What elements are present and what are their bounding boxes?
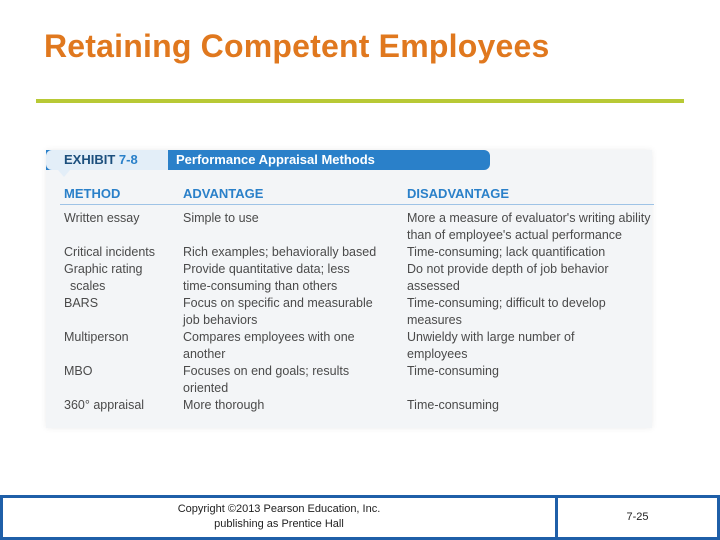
table-cell-disadvantage: employees xyxy=(407,347,468,361)
table-cell-disadvantage: Time-consuming xyxy=(407,398,499,412)
exhibit-number: 7-8 xyxy=(118,152,138,167)
table-cell-disadvantage: Time-consuming; difficult to develop xyxy=(407,296,606,310)
table-cell-disadvantage: Do not provide depth of job behavior xyxy=(407,262,609,276)
column-header-advantage: ADVANTAGE xyxy=(183,186,264,201)
table-cell-advantage: time-consuming than others xyxy=(183,279,338,293)
table-cell-advantage: More thorough xyxy=(183,398,265,412)
copyright-line-1: Copyright ©2013 Pearson Education, Inc. xyxy=(177,503,381,515)
exhibit-label xyxy=(64,152,138,167)
exhibit-table xyxy=(46,150,652,428)
table-cell-advantage: job behaviors xyxy=(183,313,258,327)
table-cell-advantage: Compares employees with one xyxy=(183,330,355,344)
title-underline xyxy=(36,99,684,103)
table-cell-advantage: another xyxy=(183,347,226,361)
footer-bar xyxy=(0,495,720,540)
table-cell-advantage: oriented xyxy=(183,381,229,395)
table-cell-method: Multiperson xyxy=(64,330,129,344)
copyright-text xyxy=(3,502,555,532)
table-cell-method: 360° appraisal xyxy=(64,398,145,412)
exhibit-label-word: EXHIBIT xyxy=(64,152,116,167)
exhibit-title: Performance Appraisal Methods xyxy=(176,152,375,167)
table-cell-disadvantage: More a measure of evaluator's writing ability xyxy=(407,211,651,225)
column-header-disadvantage: DISADVANTAGE xyxy=(407,186,510,201)
page-number: 7-25 xyxy=(626,511,649,523)
table-cell-disadvantage: Time-consuming; lack quantification xyxy=(407,245,606,259)
header-divider xyxy=(60,204,654,205)
column-header-method: METHOD xyxy=(64,186,121,201)
table-cell-advantage: Simple to use xyxy=(183,211,259,225)
table-cell-method: BARS xyxy=(64,296,99,310)
exhibit-tab-pointer xyxy=(58,170,70,177)
table-cell-method: Critical incidents xyxy=(64,245,156,259)
table-cell-method: scales xyxy=(70,279,106,293)
table-cell-disadvantage: than of employee's actual performance xyxy=(407,228,623,242)
table-cell-method: Written essay xyxy=(64,211,140,225)
table-cell-advantage: Focus on specific and measurable xyxy=(183,296,373,310)
table-cell-disadvantage: Time-consuming xyxy=(407,364,499,378)
table-cell-method: Graphic rating xyxy=(64,262,143,276)
table-cell-disadvantage: measures xyxy=(407,313,462,327)
table-cell-disadvantage: Unwieldy with large number of xyxy=(407,330,575,344)
table-cell-method: MBO xyxy=(64,364,93,378)
footer-copyright-box xyxy=(3,498,555,537)
table-cell-advantage: Provide quantitative data; less xyxy=(183,262,350,276)
footer-page-box xyxy=(558,498,717,537)
slide-title: Retaining Competent Employees xyxy=(44,28,550,64)
copyright-line-2: publishing as Prentice Hall xyxy=(214,518,344,530)
table-cell-disadvantage: assessed xyxy=(407,279,460,293)
table-cell-advantage: Rich examples; behaviorally based xyxy=(183,245,377,259)
table-cell-advantage: Focuses on end goals; results xyxy=(183,364,350,378)
